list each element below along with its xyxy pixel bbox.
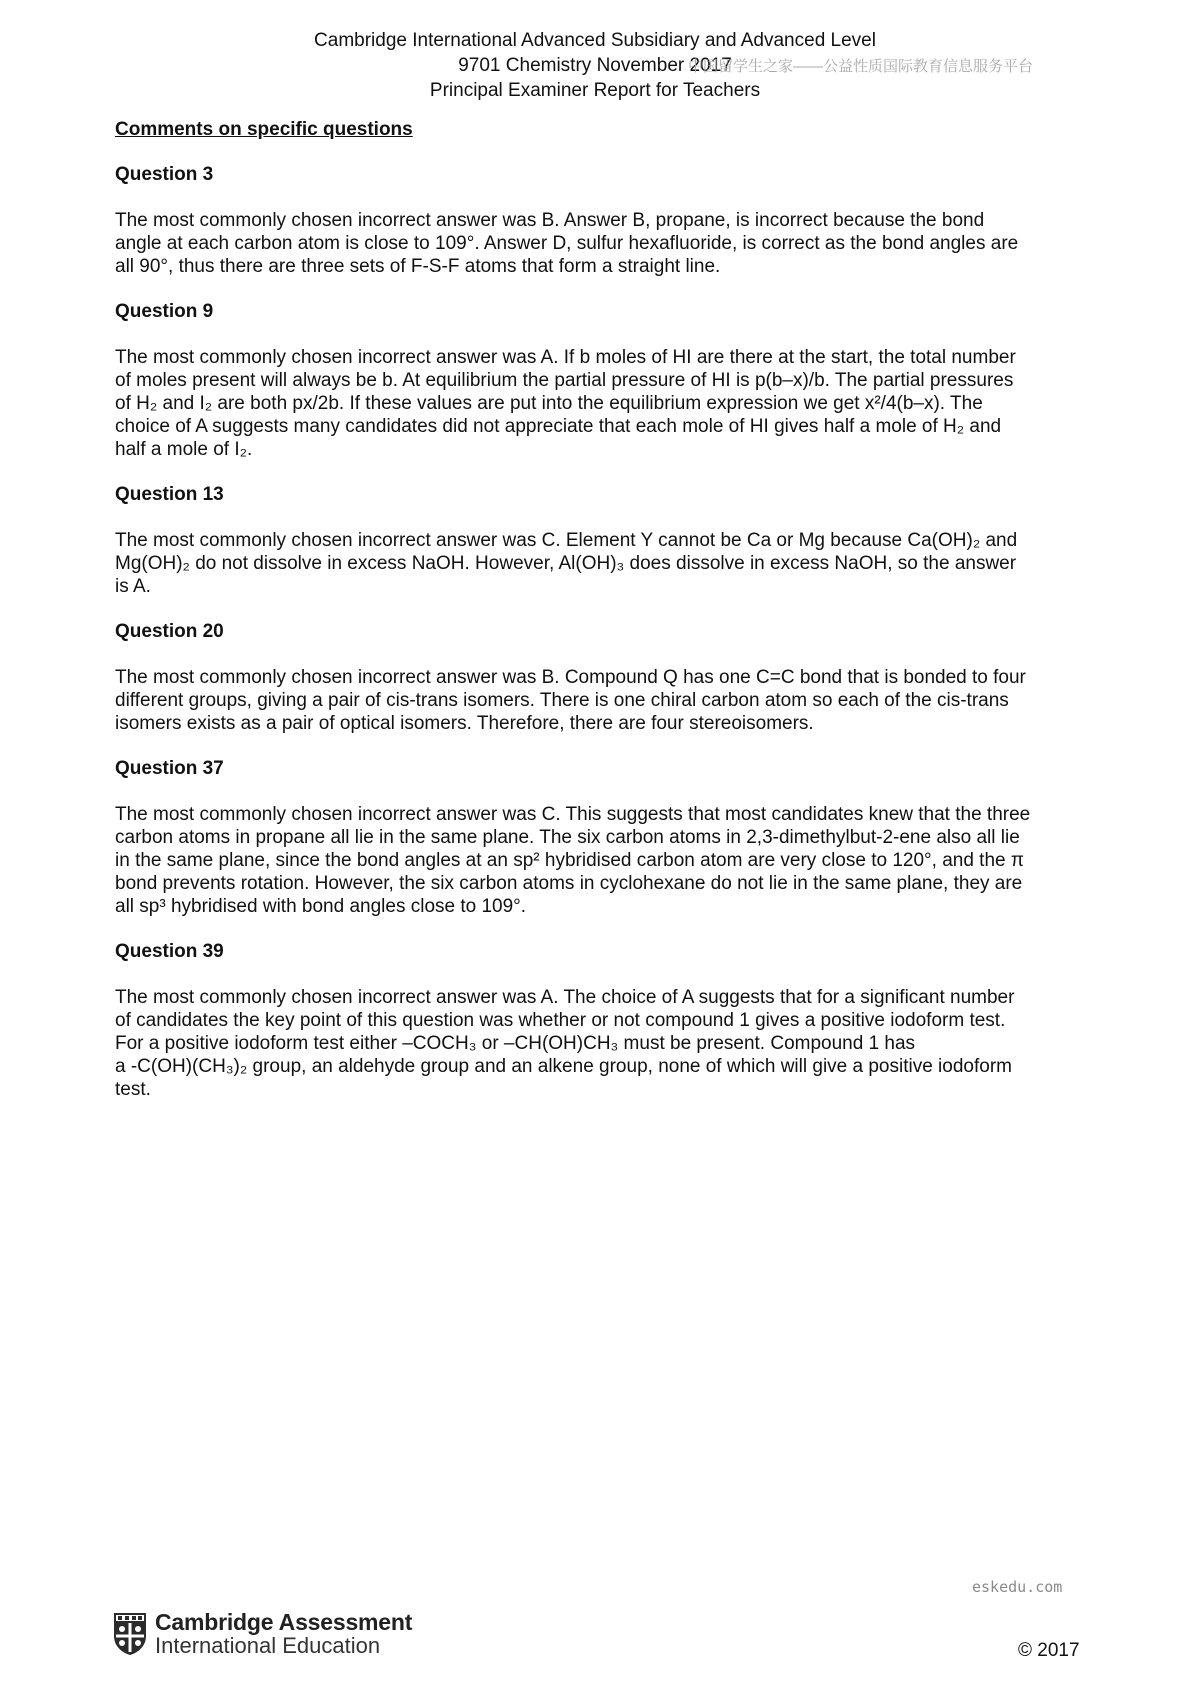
logo-line-1: Cambridge Assessment — [155, 1609, 413, 1635]
watermark-text: 中国留学生之家——公益性质国际教育信息服务平台 — [688, 58, 1034, 75]
question-text — [115, 666, 1085, 735]
question-text — [115, 529, 1085, 598]
question-20 — [115, 620, 1085, 735]
text-line: The most commonly chosen incorrect answer was A. If b moles of HI are there at the start, the total number — [115, 347, 1016, 368]
text-line: carbon atoms in propane all lie in the same plane. The six carbon atoms in 2,3-dimethylbut-2-ene also all lie — [115, 827, 1020, 848]
logo-line-2: International Education — [155, 1633, 381, 1658]
text-line: Mg(OH)₂ do not dissolve in excess NaOH. However, Al(OH)₃ does dissolve in excess NaOH, so the answer — [115, 553, 1017, 574]
text-line: For a positive iodoform test either –COCH₃ or –CH(OH)CH₃ must be present. Compound 1 has — [115, 1033, 916, 1054]
question-heading: Question 37 — [115, 758, 224, 779]
question-heading: Question 13 — [115, 484, 224, 505]
text-line: The most commonly chosen incorrect answer was A. The choice of A suggests that for a significant number — [115, 987, 1015, 1008]
text-line: all sp³ hybridised with bond angles close to 109°. — [115, 896, 527, 917]
text-line: of candidates the key point of this question was whether or not compound 1 gives a positive iodoform test. — [115, 1010, 1006, 1031]
text-line: The most commonly chosen incorrect answer was C. Element Y cannot be Ca or Mg because Ca(OH)₂ and — [115, 530, 1018, 551]
text-line: bond prevents rotation. However, the six carbon atoms in cyclohexane do not lie in the same plane, they are — [115, 873, 1023, 894]
text-line: choice of A suggests many candidates did not appreciate that each mole of HI gives half a mole of H₂ and — [115, 416, 1002, 437]
question-3 — [115, 163, 1085, 278]
question-heading: Question 39 — [115, 941, 224, 962]
question-text — [115, 803, 1085, 918]
section-title: Comments on specific questions — [115, 119, 413, 140]
shield-crest-icon — [113, 1612, 147, 1656]
question-37 — [115, 757, 1085, 918]
question-39 — [115, 940, 1085, 1101]
question-heading: Question 20 — [115, 621, 224, 642]
text-line: isomers exists as a pair of optical isomers. Therefore, there are four stereoisomers. — [115, 713, 814, 734]
text-line: a -C(OH)(CH₃)₂ group, an aldehyde group and an alkene group, none of which will give a positive iodoform — [115, 1056, 1012, 1077]
question-13 — [115, 483, 1085, 598]
question-heading: Question 9 — [115, 301, 214, 322]
text-line: all 90°, thus there are three sets of F-S-F atoms that form a straight line. — [115, 256, 721, 277]
text-line: The most commonly chosen incorrect answer was C. This suggests that most candidates knew that the three — [115, 804, 1031, 825]
header-report-type: Principal Examiner Report for Teachers — [429, 80, 761, 101]
text-line: The most commonly chosen incorrect answer was B. Compound Q has one C=C bond that is bonded to four — [115, 667, 1026, 688]
text-line: test. — [115, 1079, 151, 1100]
text-line: half a mole of I₂. — [115, 439, 253, 460]
report-body — [115, 118, 1085, 1123]
text-line: different groups, giving a pair of cis-trans isomers. There is one chiral carbon atom so each of the cis-trans — [115, 690, 1009, 711]
copyright-notice: © 2017 — [1018, 1640, 1080, 1661]
question-9 — [115, 300, 1085, 461]
text-line: of moles present will always be b. At equilibrium the partial pressure of HI is p(b–x)/b. The partial pressures — [115, 370, 1014, 391]
text-line: The most commonly chosen incorrect answer was B. Answer B, propane, is incorrect because the bond — [115, 210, 985, 231]
question-text — [115, 346, 1085, 461]
text-line: is A. — [115, 576, 151, 597]
text-line: of H₂ and I₂ are both px/2b. If these values are put into the equilibrium expression we get x²/4(b–x). The — [115, 393, 983, 414]
header-title: Cambridge International Advanced Subsidiary and Advanced Level — [314, 30, 876, 51]
footer-site-mark: eskedu.com — [972, 1578, 1063, 1596]
question-text — [115, 986, 1085, 1101]
question-heading: Question 3 — [115, 164, 214, 185]
question-text — [115, 209, 1085, 278]
text-line: angle at each carbon atom is close to 109°. Answer D, sulfur hexafluoride, is correct as the bond angles are — [115, 233, 1019, 254]
text-line: in the same plane, since the bond angles at an sp² hybridised carbon atom are very close to 120°, and the π — [115, 850, 1024, 871]
cambridge-logo — [113, 1610, 412, 1658]
header-subject: 9701 Chemistry November 2017 — [458, 55, 732, 76]
